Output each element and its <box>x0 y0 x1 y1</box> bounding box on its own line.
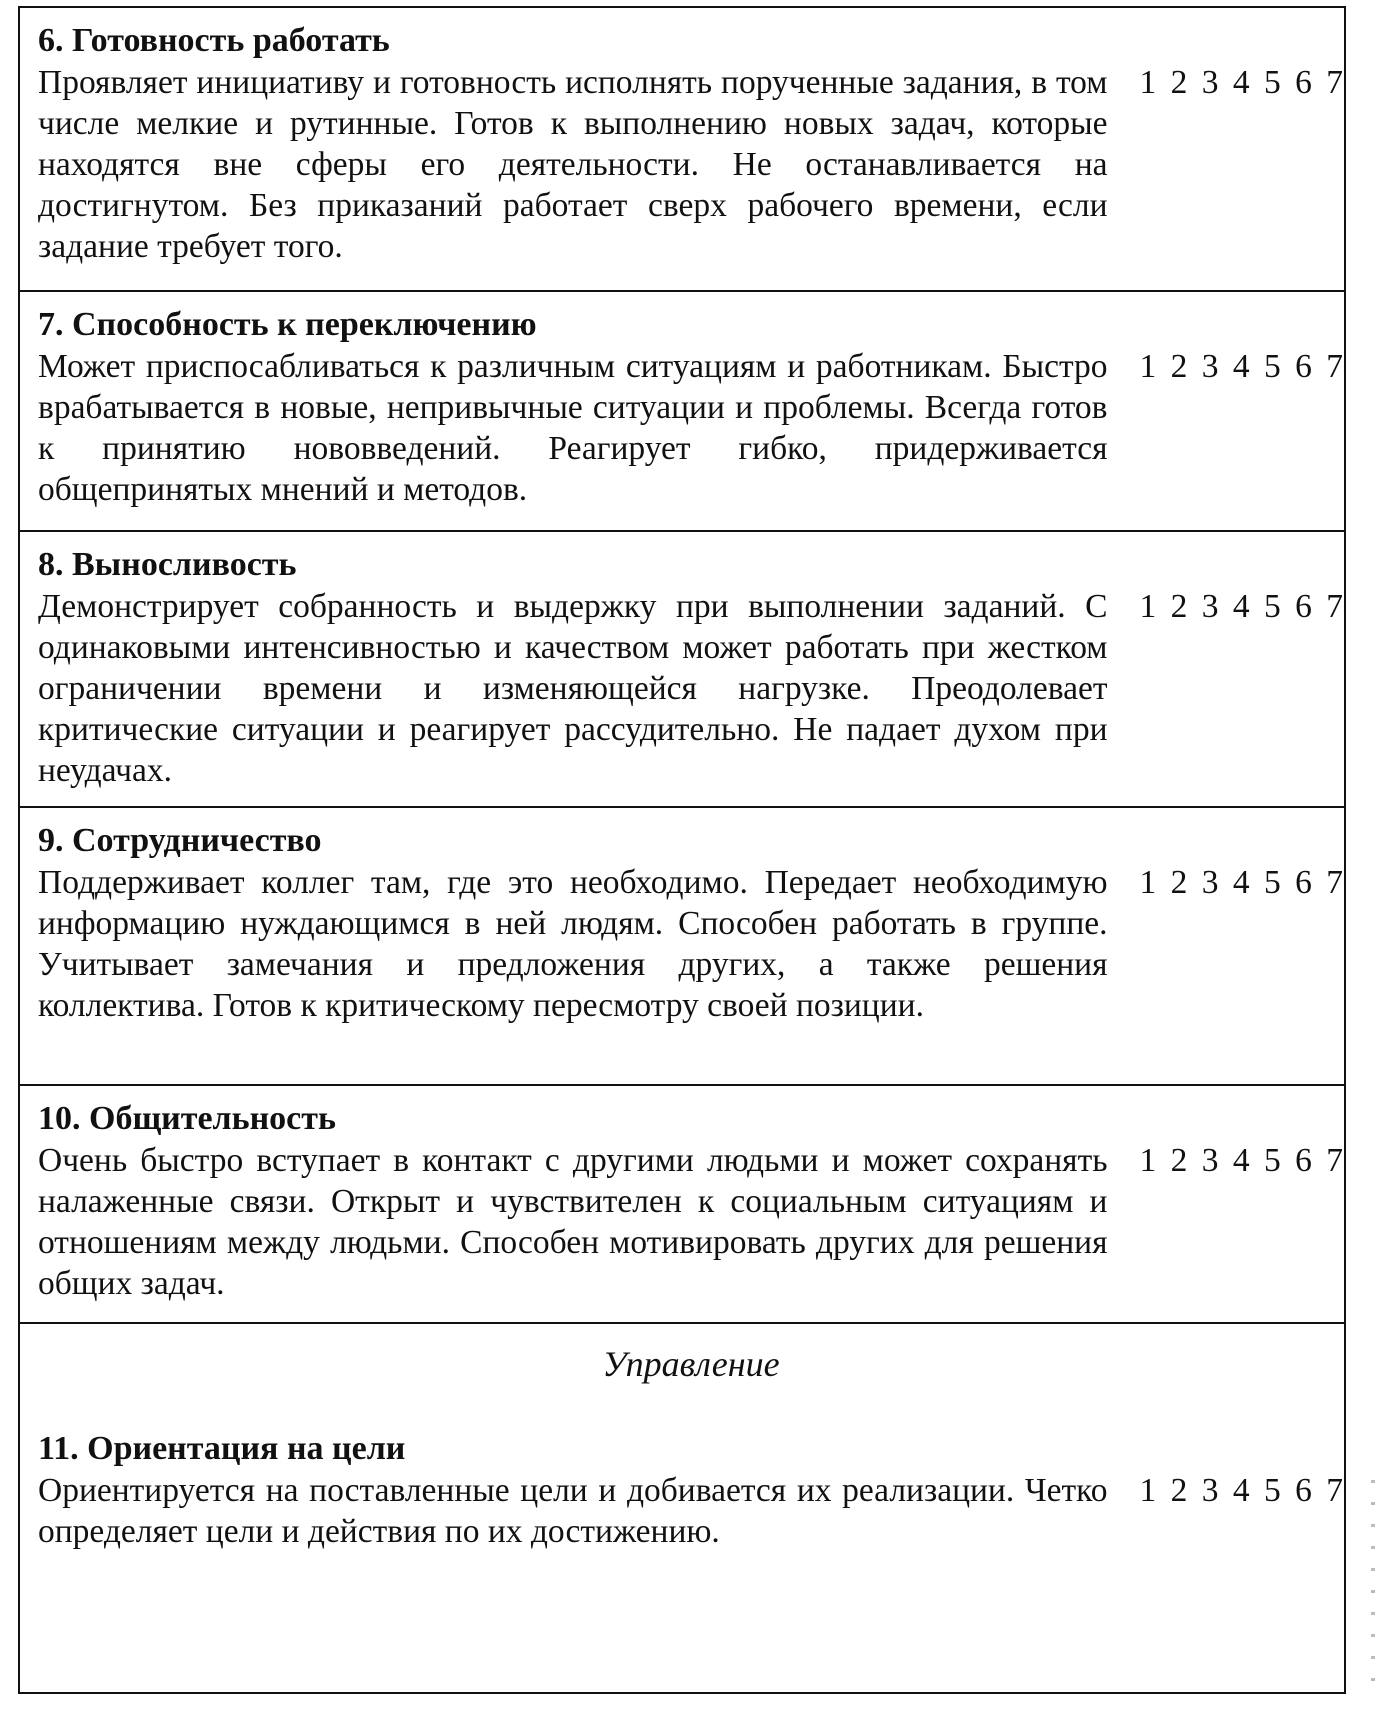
section-heading: Управление <box>602 1344 780 1384</box>
criterion-row <box>38 62 1344 267</box>
criterion-block <box>20 292 1344 532</box>
criterion-description: Демонстрирует собранность и выдержку при выполнении заданий. С одинаковыми интенсивностью и качеством может работать при жестком ограничении времени и изменяющейся нагрузке. Преодолевает критические ситуации и реагирует рассудительно. Не падает духом при неудачах. <box>38 588 1108 789</box>
criterion-row <box>38 586 1344 791</box>
criterion-block <box>20 532 1344 808</box>
criterion-row <box>38 862 1344 1026</box>
criterion-description: Ориентируется на поставленные цели и добивается их реализации. Четко определяет цели и действия по их достижению. <box>38 1472 1108 1550</box>
rating-scale: 1 2 3 4 5 6 7 <box>1139 348 1344 385</box>
criterion-title: 8. Выносливость <box>38 546 297 583</box>
criterion-block <box>20 808 1344 1086</box>
criterion-description: Проявляет инициативу и готовность исполнять порученные задания, в том числе мелкие и рутинные. Готов к выполнению новых задач, которые находятся вне сферы его деятельности. Не останавливается на достигнутом. Без приказаний работает сверх рабочего времени, если задание требует того. <box>38 64 1108 265</box>
rating-scale: 1 2 3 4 5 6 7 <box>1139 588 1344 625</box>
rating-scale: 1 2 3 4 5 6 7 <box>1139 1472 1344 1509</box>
criterion-description: Поддерживает коллег там, где это необходимо. Передает необходимую информацию нуждающимся в ней людям. Способен работать в группе. Учитывает замечания и предложения других, а также решения коллектива. Готов к критическому пересмотру своей позиции. <box>38 864 1108 1024</box>
rating-scale: 1 2 3 4 5 6 7 <box>1139 864 1344 901</box>
criterion-block <box>20 6 1344 292</box>
section-block <box>20 1324 1344 1694</box>
criterion-title: 7. Способность к переключению <box>38 306 537 343</box>
criterion-row <box>38 346 1344 510</box>
criterion-description: Очень быстро вступает в контакт с другими людьми и может сохранять налаженные связи. Открыт и чувствителен к социальным ситуациям и отношениям между людьми. Способен мотивировать других для решения общих задач. <box>38 1142 1108 1302</box>
criterion-title: 11. Ориентация на цели <box>38 1430 406 1467</box>
criteria-table <box>18 6 1346 1694</box>
criterion-title: 9. Сотрудничество <box>38 822 322 859</box>
rating-scale: 1 2 3 4 5 6 7 <box>1139 64 1344 101</box>
rating-scale: 1 2 3 4 5 6 7 <box>1139 1142 1344 1179</box>
scan-edge-marks <box>1371 1480 1375 1700</box>
criterion-title: 6. Готовность работать <box>38 22 390 59</box>
criterion-title: 10. Общительность <box>38 1100 336 1137</box>
criterion-block <box>20 1086 1344 1324</box>
criterion-row <box>38 1140 1344 1304</box>
criterion-row <box>38 1470 1344 1552</box>
criterion-description: Может приспосабливаться к различным ситуациям и работникам. Быстро врабатывается в новые, непривычные ситуации и проблемы. Всегда готов к принятию нововведений. Реагирует гибко, придерживается общепринятых мнений и методов. <box>38 348 1108 508</box>
